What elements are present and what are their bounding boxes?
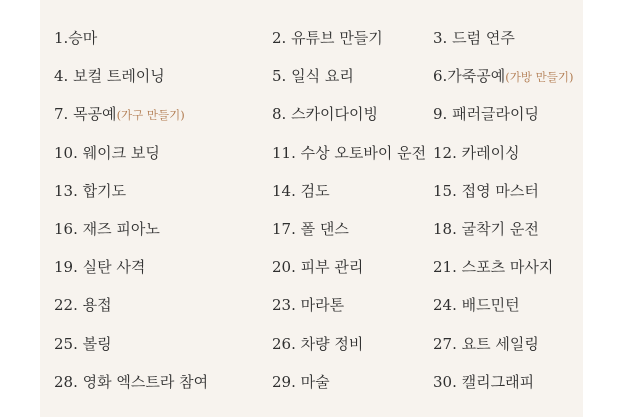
list-item-text: 5. 일식 요리 (272, 67, 354, 86)
list-item (433, 293, 583, 331)
list-item (433, 64, 583, 102)
list-item (54, 102, 272, 140)
list-item (433, 255, 583, 293)
list-item (433, 26, 583, 64)
list-item (433, 332, 583, 370)
list-item-text: 28. 영화 엑스트라 참여 (54, 372, 209, 391)
list-item-text: 9. 패러글라이딩 (433, 105, 540, 124)
list-item-text: 24. 배드민턴 (433, 296, 520, 315)
list-item (272, 102, 433, 140)
list-item-text: 3. 드럼 연주 (433, 29, 515, 47)
list-item (272, 141, 433, 179)
list-item-text: 21. 스포츠 마사지 (433, 258, 554, 277)
list-item-note: (가구 만들기) (116, 108, 185, 123)
list-item (54, 332, 272, 370)
list-item-note: (가방 만들기) (505, 70, 574, 85)
list-panel (40, 0, 583, 417)
list-item (272, 26, 433, 64)
list-item-text: 23. 마라톤 (272, 296, 345, 315)
list-item (54, 255, 272, 293)
list-item-text: 25. 볼링 (54, 334, 112, 353)
list-item (272, 332, 433, 370)
list-item-text: 10. 웨이크 보딩 (54, 143, 160, 162)
list-item (433, 141, 583, 179)
list-item (54, 64, 272, 102)
list-item (54, 26, 272, 64)
list-item-text: 19. 실탄 사격 (54, 258, 146, 277)
list-item (272, 179, 433, 217)
list-item-text: 17. 폴 댄스 (272, 219, 349, 238)
list-item (272, 217, 433, 255)
list-item-text: 30. 캘리그래피 (433, 372, 535, 391)
list-item-text: 29. 마술 (272, 372, 330, 391)
bucket-list-grid (54, 26, 583, 408)
list-item (433, 217, 583, 255)
list-item (54, 179, 272, 217)
list-item-text: 7. 목공예 (54, 105, 117, 124)
list-item-text: 2. 유튜브 만들기 (272, 29, 383, 47)
list-item (54, 293, 272, 331)
list-item (272, 370, 433, 408)
list-item-text: 14. 검도 (272, 181, 330, 200)
list-item-text: 27. 요트 세일링 (433, 334, 539, 353)
list-item-text: 12. 카레이싱 (433, 143, 520, 162)
list-item (54, 217, 272, 255)
list-item-text: 13. 합기도 (54, 181, 127, 200)
list-item-text: 16. 재즈 피아노 (54, 219, 160, 238)
list-item-text: 18. 굴착기 운전 (433, 219, 539, 238)
list-item-text: 26. 차량 정비 (272, 334, 364, 353)
list-item-text: 1.승마 (54, 29, 98, 47)
list-item (433, 179, 583, 217)
list-item-text: 6.가죽공예 (433, 67, 506, 86)
list-item (433, 370, 583, 408)
list-item (433, 102, 583, 140)
list-item-text: 20. 피부 관리 (272, 258, 364, 277)
list-item-text: 22. 용접 (54, 296, 112, 315)
list-item (54, 370, 272, 408)
list-item-text: 4. 보컬 트레이닝 (54, 67, 165, 86)
list-item-text: 8. 스카이다이빙 (272, 105, 379, 124)
list-item (272, 64, 433, 102)
list-item (272, 255, 433, 293)
list-item-text: 15. 접영 마스터 (433, 181, 539, 200)
list-item (272, 293, 433, 331)
list-item (54, 141, 272, 179)
list-item-text: 11. 수상 오토바이 운전 (272, 143, 427, 162)
